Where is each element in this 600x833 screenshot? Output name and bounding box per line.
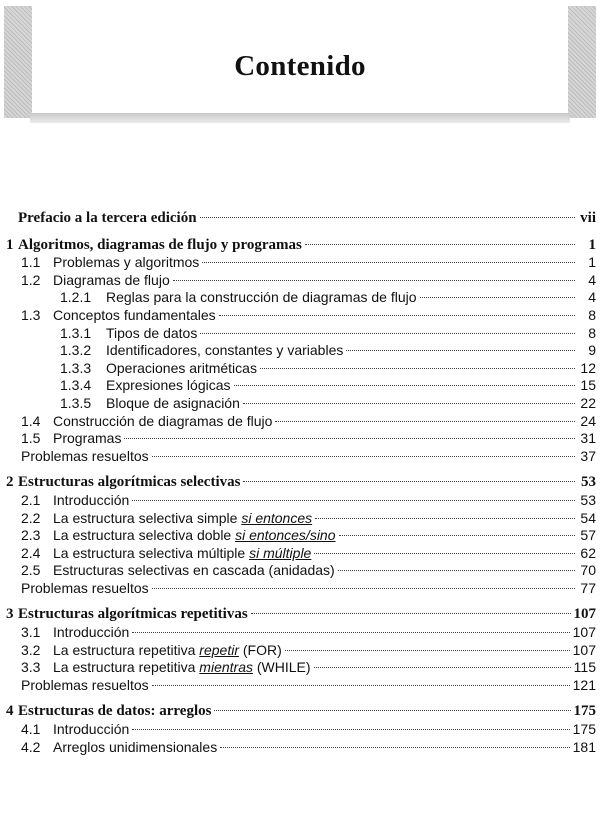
toc-leader-dots xyxy=(152,685,570,686)
toc-entry-title-text: Estructuras de datos: arreglos xyxy=(18,703,212,720)
toc-section-entry[interactable] xyxy=(6,580,596,598)
toc-entry-number: 1.2.1 xyxy=(60,289,92,306)
toc-entry-title-text: La estructura selectiva doble xyxy=(53,527,232,544)
toc-leader-dots xyxy=(214,710,570,711)
toc-entry-title xyxy=(53,642,282,660)
toc-entry-title xyxy=(21,677,149,695)
toc-entry-title xyxy=(18,703,211,721)
chapter-header xyxy=(0,0,600,125)
toc-entry-title-text: Programas xyxy=(53,430,122,447)
toc-leader-dots xyxy=(200,217,575,218)
toc-leader-dots xyxy=(260,368,575,369)
toc-entry-title-text: Estructuras algorítmicas selectivas xyxy=(18,474,241,491)
toc-entry-number: 2.1 xyxy=(21,491,41,508)
toc-entry-title xyxy=(53,624,129,642)
toc-leader-dots xyxy=(132,500,575,501)
toc-entry-title-text: Problemas y algoritmos xyxy=(53,254,200,271)
toc-leader-dots xyxy=(200,333,575,334)
toc-leader-dots xyxy=(132,729,569,730)
toc-entry-number: 1.3.3 xyxy=(60,359,92,376)
toc-entry-title-text: Arreglos unidimensionales xyxy=(53,738,218,755)
toc-page-number: 22 xyxy=(580,394,596,411)
toc-page-number: vii xyxy=(580,210,596,226)
toc-section-entry[interactable] xyxy=(6,307,596,325)
toc-entry-keyword: si entonces/sino xyxy=(235,527,336,544)
toc-entry-number: 4.1 xyxy=(21,721,41,738)
toc-entry-title xyxy=(53,254,199,272)
toc-entry-title xyxy=(106,342,343,360)
page-title: Contenido xyxy=(234,50,366,82)
toc-section-entry[interactable] xyxy=(6,624,596,642)
toc-page-number: 53 xyxy=(581,474,596,491)
toc-leader-dots xyxy=(251,613,571,614)
toc-subsection-entry[interactable] xyxy=(6,377,596,395)
toc-subsection-entry[interactable] xyxy=(6,360,596,378)
toc-entry-number: 3.1 xyxy=(21,624,41,641)
toc-entry-title-text: Estructuras algorítmicas repetitivas xyxy=(18,606,248,623)
toc-leader-dots xyxy=(420,297,575,298)
header-rule xyxy=(30,113,570,123)
toc-page-number: 77 xyxy=(580,579,596,596)
toc-page-number: 53 xyxy=(580,491,596,508)
toc-entry-number: 4 xyxy=(6,703,14,720)
toc-entry-keyword: mientras xyxy=(199,659,253,676)
toc-entry-number: 3.2 xyxy=(21,641,41,658)
toc-page-number: 8 xyxy=(588,324,596,341)
toc-leader-dots xyxy=(132,632,569,633)
toc-entry-title-text: Expresiones lógicas xyxy=(106,377,231,394)
toc-entry-suffix: (FOR) xyxy=(242,641,282,658)
toc-entry-title xyxy=(53,545,311,563)
toc-section-entry[interactable] xyxy=(6,545,596,563)
toc-chapter-entry[interactable] xyxy=(6,210,596,228)
toc-entry-title xyxy=(53,492,129,510)
toc-subsection-entry[interactable] xyxy=(6,325,596,343)
toc-entry-title-text: Estructuras selectivas en cascada (anidadas) xyxy=(53,562,335,579)
toc-section-entry[interactable] xyxy=(6,430,596,448)
toc-entry-title-text: Diagramas de flujo xyxy=(53,271,170,288)
toc-leader-dots xyxy=(152,588,575,589)
toc-leader-dots xyxy=(314,553,575,554)
toc-entry-title xyxy=(18,237,302,255)
toc-section-entry[interactable] xyxy=(6,510,596,528)
toc-entry-title-text: Construcción de diagramas de flujo xyxy=(53,412,273,429)
toc-chapter-entry[interactable] xyxy=(6,237,596,255)
toc-entry-title-text: La estructura repetitiva xyxy=(53,641,196,658)
toc-entry-title xyxy=(106,325,197,343)
toc-entry-title xyxy=(53,527,336,545)
toc-entry-number: 1.2 xyxy=(21,271,41,288)
toc-leader-dots xyxy=(234,385,575,386)
toc-page-number: 4 xyxy=(588,271,596,288)
toc-entry-number: 1.3.5 xyxy=(60,394,92,411)
toc-entry-title xyxy=(18,474,240,492)
toc-page-number: 62 xyxy=(580,544,596,561)
toc-entry-title-text: Identificadores, constantes y variables xyxy=(106,342,344,359)
toc-leader-dots xyxy=(275,421,575,422)
toc-entry-title-text: Bloque de asignación xyxy=(106,394,240,411)
toc-entry-title xyxy=(18,606,248,624)
toc-entry-title xyxy=(53,739,217,757)
toc-page-number: 175 xyxy=(572,721,596,738)
toc-page-number: 57 xyxy=(580,527,596,544)
toc-entry-title xyxy=(53,430,121,448)
toc-entry-number: 4.2 xyxy=(21,738,41,755)
toc-entry-number: 1.3.4 xyxy=(60,377,92,394)
toc-entry-number: 2.4 xyxy=(21,544,41,561)
toc-entry-title xyxy=(106,360,257,378)
toc-entry-keyword: repetir xyxy=(199,641,239,658)
toc-section-entry[interactable] xyxy=(6,562,596,580)
toc-page-number: 115 xyxy=(573,659,596,676)
toc-entry-title-text: Introducción xyxy=(53,721,130,738)
toc-leader-dots xyxy=(285,650,570,651)
toc-page-number: 8 xyxy=(588,306,596,323)
toc-entry-title xyxy=(53,659,311,677)
toc-section-entry[interactable] xyxy=(6,527,596,545)
toc-page-number: 15 xyxy=(580,377,596,394)
toc-page-number: 175 xyxy=(573,703,596,720)
toc-entry-title xyxy=(106,395,240,413)
toc-entry-number: 1.5 xyxy=(21,430,41,447)
toc-entry-title-text: Problemas resueltos xyxy=(21,579,149,596)
toc-page-number: 54 xyxy=(580,509,596,526)
toc-entry-title xyxy=(53,307,216,325)
toc-entry-number: 1.4 xyxy=(21,412,41,429)
toc-entry-keyword: si múltiple xyxy=(249,544,312,561)
toc-entry-title-text: La estructura repetitiva xyxy=(53,659,196,676)
toc-entry-title-text: Conceptos fundamentales xyxy=(53,306,216,323)
toc-entry-title-text: Introducción xyxy=(53,624,130,641)
toc-subsection-entry[interactable] xyxy=(6,395,596,413)
toc-entry-title-text: Tipos de datos xyxy=(106,324,198,341)
toc-leader-dots xyxy=(202,262,575,263)
toc-subsection-entry[interactable] xyxy=(6,342,596,360)
toc-page-number: 107 xyxy=(572,641,596,658)
toc-section-entry[interactable] xyxy=(6,642,596,660)
toc-entry-number: 2.5 xyxy=(21,562,41,579)
toc-leader-dots xyxy=(339,535,575,536)
toc-leader-dots xyxy=(152,456,575,457)
toc-leader-dots xyxy=(338,570,575,571)
toc-entry-number: 3 xyxy=(6,606,14,623)
toc-entry-number: 2.2 xyxy=(21,509,41,526)
toc-page-number: 107 xyxy=(572,624,596,641)
toc-page-number: 1 xyxy=(588,254,596,271)
toc-section-entry[interactable] xyxy=(6,448,596,466)
toc-entry-title xyxy=(106,377,231,395)
toc-leader-dots xyxy=(346,350,575,351)
toc-page-number: 24 xyxy=(580,412,596,429)
toc-entry-title xyxy=(53,413,272,431)
toc-entry-title xyxy=(53,562,335,580)
toc-page-number: 70 xyxy=(580,562,596,579)
toc-entry-title xyxy=(53,510,312,528)
toc-leader-dots xyxy=(124,438,575,439)
table-of-contents xyxy=(6,210,596,756)
toc-entry-title xyxy=(53,721,129,739)
toc-entry-number: 1.3.1 xyxy=(60,324,92,341)
toc-page-number: 31 xyxy=(580,430,596,447)
toc-section-entry[interactable] xyxy=(6,659,596,677)
toc-entry-title xyxy=(21,448,149,466)
toc-page-number: 121 xyxy=(572,676,596,693)
toc-leader-dots xyxy=(173,280,575,281)
toc-entry-keyword: si entonces xyxy=(241,509,313,526)
toc-entry-title-text: La estructura selectiva múltiple xyxy=(53,544,246,561)
toc-leader-dots xyxy=(243,481,575,482)
toc-page-number: 1 xyxy=(588,236,596,253)
toc-leader-dots xyxy=(220,747,569,748)
toc-entry-number: 3.3 xyxy=(21,659,41,676)
toc-entry-number: 2.3 xyxy=(21,527,41,544)
toc-entry-number: 1.3.2 xyxy=(60,342,92,359)
toc-entry-title-text: Prefacio a la tercera edición xyxy=(18,210,197,226)
toc-section-entry[interactable] xyxy=(6,721,596,739)
toc-leader-dots xyxy=(315,518,575,519)
toc-entry-number: 2 xyxy=(6,474,14,491)
toc-section-entry[interactable] xyxy=(6,254,596,272)
toc-section-entry[interactable] xyxy=(6,413,596,431)
toc-entry-title-text: La estructura selectiva simple xyxy=(53,509,238,526)
toc-entry-title-text: Algoritmos, diagramas de flujo y programas xyxy=(18,236,302,253)
toc-leader-dots xyxy=(305,244,575,245)
toc-leader-dots xyxy=(219,315,575,316)
toc-entry-number: 1.1 xyxy=(21,254,41,271)
toc-entry-title-text: Introducción xyxy=(53,491,130,508)
toc-page-number: 181 xyxy=(572,738,596,755)
toc-subsection-entry[interactable] xyxy=(6,289,596,307)
toc-leader-dots xyxy=(314,667,571,668)
toc-chapter-entry[interactable] xyxy=(6,474,596,492)
toc-page-number: 4 xyxy=(588,289,596,306)
toc-page-number: 9 xyxy=(588,342,596,359)
toc-entry-title xyxy=(106,289,417,307)
toc-entry-title-text: Problemas resueltos xyxy=(21,447,149,464)
toc-section-entry[interactable] xyxy=(6,492,596,510)
toc-entry-title xyxy=(18,210,197,228)
toc-leader-dots xyxy=(243,403,575,404)
toc-entry-title-text: Reglas para la construcción de diagramas de flujo xyxy=(106,289,417,306)
toc-page-number: 107 xyxy=(573,606,596,623)
toc-section-entry[interactable] xyxy=(6,272,596,290)
toc-entry-number: 1.3 xyxy=(21,306,41,323)
toc-page-number: 12 xyxy=(580,359,596,376)
toc-entry-title xyxy=(21,580,149,598)
toc-chapter-entry[interactable] xyxy=(6,703,596,721)
toc-entry-title-text: Operaciones aritméticas xyxy=(106,359,257,376)
toc-section-entry[interactable] xyxy=(6,677,596,695)
toc-entry-number: 1 xyxy=(6,236,14,253)
toc-page-number: 37 xyxy=(580,447,596,464)
toc-section-entry[interactable] xyxy=(6,739,596,757)
toc-entry-title-text: Problemas resueltos xyxy=(21,676,149,693)
toc-chapter-entry[interactable] xyxy=(6,606,596,624)
toc-entry-title xyxy=(53,272,170,290)
toc-entry-suffix: (WHILE) xyxy=(256,659,311,676)
